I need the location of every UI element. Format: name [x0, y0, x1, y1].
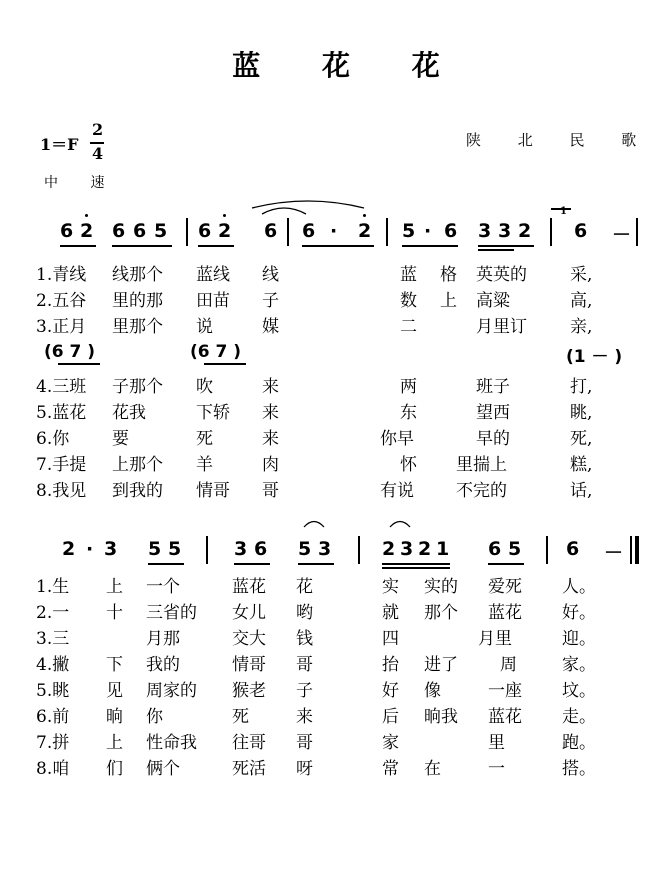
beam-underline — [382, 567, 450, 569]
lyric: 抬 — [382, 655, 399, 675]
lyric: 死, — [570, 429, 593, 449]
note: 6 — [574, 220, 588, 242]
lyric: 2.五谷 — [36, 291, 87, 311]
lyric: 见 — [106, 681, 123, 701]
lyric: 英英的 — [476, 265, 527, 285]
note: 3 — [318, 538, 332, 560]
alternate-notes: (6 7 ) — [190, 342, 242, 362]
lyric: 线那个 — [112, 265, 163, 285]
lyric: 你早 — [380, 429, 414, 449]
lyric: 后 — [382, 707, 399, 727]
lyric: 3.三 — [36, 629, 70, 649]
lyric: 那个 — [424, 603, 458, 623]
beam-underline — [204, 363, 246, 365]
lyric: 一个 — [146, 577, 180, 597]
lyric: 3.正月 — [36, 317, 87, 337]
beam-underline — [60, 245, 96, 247]
lyric: 走。 — [562, 707, 596, 727]
note: 5 — [154, 220, 168, 242]
lyric: 6.前 — [36, 707, 70, 727]
lyric: 好。 — [562, 603, 596, 623]
lyric: 2.一 — [36, 603, 70, 623]
note: 6 — [112, 220, 126, 242]
lyric: 情哥 — [196, 481, 230, 501]
lyric: 哥 — [296, 733, 313, 753]
lyric: 打, — [570, 377, 593, 397]
lyric: 进了 — [424, 655, 458, 675]
lyric: 往哥 — [232, 733, 266, 753]
lyric: 5.蓝花 — [36, 403, 87, 423]
bar-line — [186, 218, 188, 246]
key-signature: 1＝F — [40, 135, 79, 154]
note: 1 — [436, 538, 450, 560]
beam-underline — [234, 563, 270, 565]
note: 3 — [400, 538, 414, 560]
lyric: 死 — [232, 707, 249, 727]
lyric: 三省的 — [146, 603, 197, 623]
note: 6 — [264, 220, 278, 242]
beam-underline — [478, 249, 514, 251]
lyric: 坟。 — [562, 681, 596, 701]
volta-number: 1 — [560, 206, 567, 217]
lyric: 班子 — [476, 377, 510, 397]
lyric: 花 — [296, 577, 313, 597]
beam-underline — [148, 563, 184, 565]
lyric: 哟 — [296, 603, 313, 623]
time-signature-top: 2 — [92, 120, 104, 139]
note: 5 — [298, 538, 312, 560]
lyric: 爱死 — [488, 577, 522, 597]
lyric: 花我 — [112, 403, 146, 423]
lyric: 里 — [488, 733, 505, 753]
note: 6 — [254, 538, 268, 560]
lyric: 上 — [440, 291, 457, 311]
note: 6 — [566, 538, 580, 560]
lyric: 里那个 — [112, 317, 163, 337]
lyric: 你 — [146, 707, 163, 727]
beam-underline — [478, 245, 534, 247]
lyric: 眺, — [570, 403, 593, 423]
lyric: 说 — [196, 317, 213, 337]
lyric: 糕, — [570, 455, 593, 475]
lyric: 格 — [440, 265, 457, 285]
lyric: 4.三班 — [36, 377, 87, 397]
note: 6 — [133, 220, 147, 242]
lyric: 来 — [296, 707, 313, 727]
lyric: 4.撇 — [36, 655, 70, 675]
note: 5 — [168, 538, 182, 560]
lyric: 亲, — [570, 317, 593, 337]
note: 3 — [104, 538, 118, 560]
note: 2 — [62, 538, 76, 560]
lyric: 就 — [382, 603, 399, 623]
lyric: 晌 — [106, 707, 123, 727]
lyric: 十 — [106, 603, 123, 623]
lyric: 话, — [570, 481, 593, 501]
lyric: 性命我 — [146, 733, 197, 753]
lyric: 像 — [424, 681, 441, 701]
lyric: 7.手提 — [36, 455, 87, 475]
lyric: 里揣上 — [456, 455, 507, 475]
lyric: 1.青线 — [36, 265, 87, 285]
time-signature-bottom: 4 — [92, 144, 104, 163]
lyric: 蓝花 — [488, 603, 522, 623]
lyric: 蓝花 — [232, 577, 266, 597]
lyric: 情哥 — [232, 655, 266, 675]
lyric: 下轿 — [196, 403, 230, 423]
lyric: 来 — [262, 377, 279, 397]
beam-underline — [298, 563, 334, 565]
lyric: 望西 — [476, 403, 510, 423]
lyric: 俩个 — [146, 759, 180, 779]
beam-underline — [402, 245, 458, 247]
beam-underline — [198, 245, 234, 247]
lyric: 线 — [262, 265, 279, 285]
lyric: 子那个 — [112, 377, 163, 397]
lyric: 田苗 — [196, 291, 230, 311]
lyric: 下 — [106, 655, 123, 675]
note: 5 — [148, 538, 162, 560]
lyric: 上那个 — [112, 455, 163, 475]
octave-dot — [85, 214, 88, 217]
slur-arc — [388, 518, 412, 528]
lyric: 不完的 — [456, 481, 507, 501]
lyric: 采, — [570, 265, 593, 285]
alternate-notes: (1 － ) — [566, 347, 623, 367]
alternate-notes: (6 7 ) — [44, 342, 96, 362]
lyric: 蓝 — [400, 265, 417, 285]
octave-dot — [363, 214, 366, 217]
lyric: 蓝花 — [488, 707, 522, 727]
lyric: 7.拼 — [36, 733, 70, 753]
note: · — [86, 538, 94, 560]
lyric: 实的 — [424, 577, 458, 597]
bar-line — [287, 218, 289, 246]
beam-underline — [58, 363, 100, 365]
bar-line — [206, 536, 208, 564]
lyric: 早的 — [476, 429, 510, 449]
note: · — [424, 220, 432, 242]
lyric: 子 — [296, 681, 313, 701]
note: · — [330, 220, 338, 242]
lyric: 蓝线 — [196, 265, 230, 285]
lyric: 肉 — [262, 455, 279, 475]
lyric: 人。 — [562, 577, 596, 597]
lyric: 死活 — [232, 759, 266, 779]
lyric: 里的那 — [112, 291, 163, 311]
note: － — [612, 224, 632, 246]
lyric: 8.我见 — [36, 481, 87, 501]
lyric: 有说 — [380, 481, 414, 501]
lyric: 交大 — [232, 629, 266, 649]
lyric: 死 — [196, 429, 213, 449]
note: 6 — [488, 538, 502, 560]
note: 3 — [478, 220, 492, 242]
lyric: 家 — [382, 733, 399, 753]
lyric: 呀 — [296, 759, 313, 779]
note: － — [604, 542, 624, 564]
bar-line — [358, 536, 360, 564]
final-bar-line-thin — [630, 536, 632, 564]
note: 3 — [498, 220, 512, 242]
note: 2 — [218, 220, 232, 242]
bar-line — [636, 218, 638, 246]
lyric: 5.眺 — [36, 681, 70, 701]
lyric: 常 — [382, 759, 399, 779]
lyric: 到我的 — [112, 481, 163, 501]
bar-line — [550, 218, 552, 246]
beam-underline — [302, 245, 374, 247]
lyric: 我的 — [146, 655, 180, 675]
lyric: 两 — [400, 377, 417, 397]
bar-line — [386, 218, 388, 246]
lyric: 东 — [400, 403, 417, 423]
note: 5 — [508, 538, 522, 560]
note: 6 — [302, 220, 316, 242]
note: 2 — [418, 538, 432, 560]
lyric: 来 — [262, 429, 279, 449]
lyric: 哥 — [296, 655, 313, 675]
lyric: 一座 — [488, 681, 522, 701]
note: 6 — [60, 220, 74, 242]
note: 6 — [444, 220, 458, 242]
lyric: 月里订 — [476, 317, 527, 337]
slur-arc — [302, 518, 326, 528]
lyric: 数 — [400, 291, 417, 311]
lyric: 6.你 — [36, 429, 70, 449]
lyric: 羊 — [196, 455, 213, 475]
lyric: 月里 — [478, 629, 512, 649]
lyric: 怀 — [400, 455, 417, 475]
octave-dot — [223, 214, 226, 217]
lyric: 好 — [382, 681, 399, 701]
lyric: 二 — [400, 317, 417, 337]
lyric: 1.生 — [36, 577, 70, 597]
note: 2 — [358, 220, 372, 242]
lyric: 家。 — [562, 655, 596, 675]
lyric: 实 — [382, 577, 399, 597]
lyric: 一 — [488, 759, 505, 779]
slur-arc — [260, 204, 308, 216]
tempo-marking: 中 速 — [44, 175, 119, 191]
note: 2 — [382, 538, 396, 560]
lyric: 晌我 — [424, 707, 458, 727]
beam-underline — [488, 563, 524, 565]
lyric: 四 — [382, 629, 399, 649]
bar-line — [546, 536, 548, 564]
lyric: 们 — [106, 759, 123, 779]
lyric: 哥 — [262, 481, 279, 501]
beam-underline — [112, 245, 172, 247]
beam-underline — [382, 563, 450, 565]
lyric: 上 — [106, 577, 123, 597]
lyric: 8.咱 — [36, 759, 70, 779]
lyric: 猴老 — [232, 681, 266, 701]
note: 3 — [234, 538, 248, 560]
lyric: 迎。 — [562, 629, 596, 649]
lyric: 高粱 — [476, 291, 510, 311]
lyric: 钱 — [296, 629, 313, 649]
lyric: 高, — [570, 291, 593, 311]
lyric: 周 — [500, 655, 517, 675]
lyric: 跑。 — [562, 733, 596, 753]
note: 2 — [518, 220, 532, 242]
song-source: 陕 北 民 歌 — [466, 131, 653, 149]
lyric: 来 — [262, 403, 279, 423]
note: 6 — [198, 220, 212, 242]
note: 2 — [80, 220, 94, 242]
song-title: 蓝 花 花 — [232, 49, 466, 82]
lyric: 搭。 — [562, 759, 596, 779]
lyric: 媒 — [262, 317, 279, 337]
lyric: 在 — [424, 759, 441, 779]
lyric: 女儿 — [232, 603, 266, 623]
note: 5 — [402, 220, 416, 242]
lyric: 月那 — [146, 629, 180, 649]
lyric: 周家的 — [146, 681, 197, 701]
lyric: 吹 — [196, 377, 213, 397]
lyric: 子 — [262, 291, 279, 311]
lyric: 上 — [106, 733, 123, 753]
lyric: 要 — [112, 429, 129, 449]
final-bar-line-thick — [635, 536, 639, 564]
